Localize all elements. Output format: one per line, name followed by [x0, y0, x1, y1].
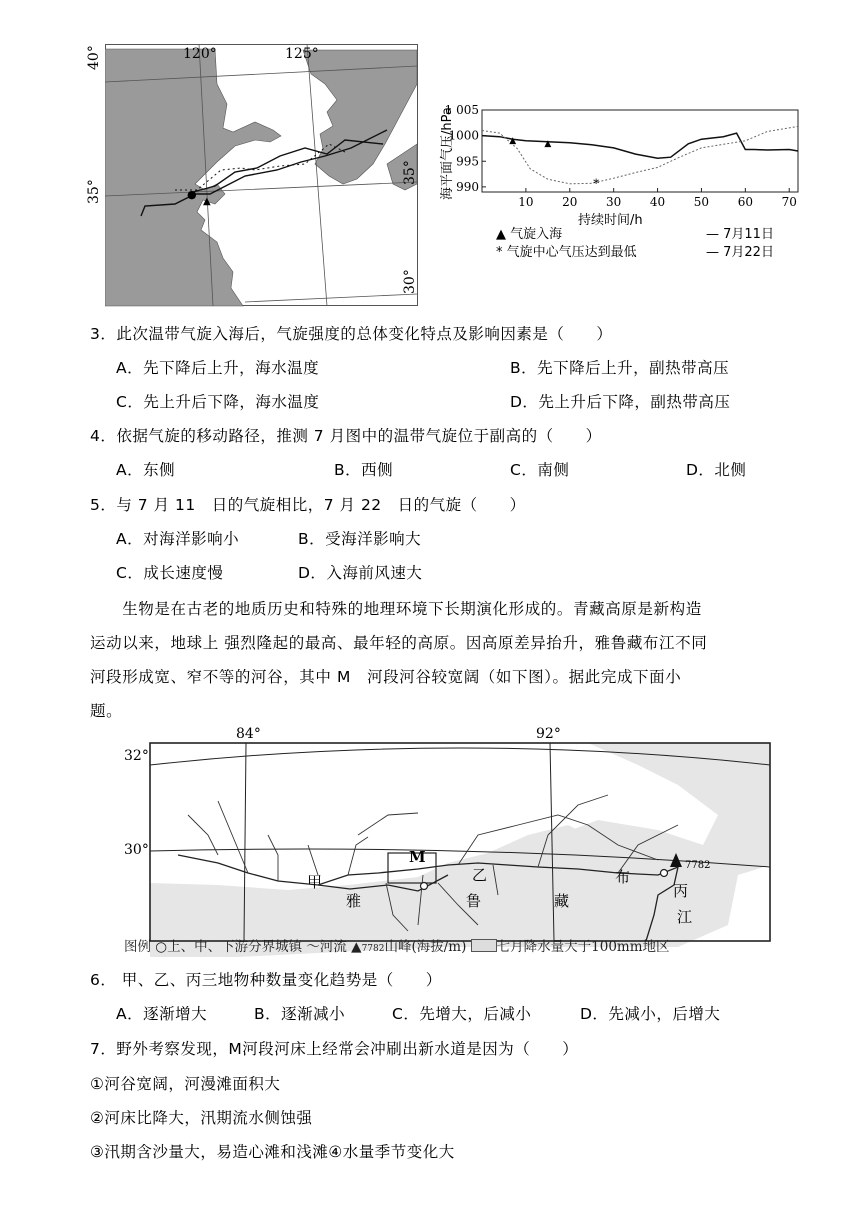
y-tick-label: 990: [456, 179, 479, 194]
place-label-bing: 丙: [673, 882, 689, 900]
enter-sea-marker: ▲: [509, 136, 517, 147]
lat-label-35-left: 35°: [86, 179, 102, 204]
q3-option-b: B．先下降后上升，副热带高压: [510, 359, 730, 377]
q4-option-a: A．东侧: [116, 461, 176, 479]
place-label-jia: 甲: [307, 873, 323, 891]
q4-stem: 4．依据气旋的移动路径，推测 7 月图中的温带气旋位于副高的（ ）: [90, 427, 602, 445]
river-char-jiang: 江: [677, 908, 693, 926]
y-axis-label: 海平面气压/hPa: [440, 107, 455, 200]
passage-line: 运动以来，地球上 强烈隆起的最高、最年轻的高原。因高原差异抬升，雅鲁藏布江不同: [90, 634, 708, 652]
q5-option-d: D．入海前风速大: [298, 564, 423, 582]
track-start-triangle: ▲: [203, 196, 211, 207]
legend-peak-num: 7782: [361, 944, 385, 954]
legend-jul22: 7月22日: [723, 245, 774, 260]
q4-option-b: B．西侧: [334, 461, 394, 479]
lon-label-120: 120°: [183, 46, 217, 62]
x-tick-label: 70: [781, 195, 797, 209]
chart-series-legend: [706, 226, 774, 262]
x-tick-label: 40: [649, 195, 666, 209]
q6-option-d: D．先减小，后增大: [580, 1005, 721, 1023]
legend-jul11-line: —: [706, 227, 719, 242]
min-pressure-marker: *: [593, 176, 600, 191]
q3-option-d: D．先上升后下降，副热带高压: [510, 393, 731, 411]
legend-min-pressure: 气旋中心气压达到最低: [506, 245, 637, 260]
passage: [90, 592, 790, 728]
lon-label-84: 84°: [236, 726, 261, 742]
x-tick-label: 50: [693, 195, 710, 209]
q4-option-c: C．南侧: [510, 461, 570, 479]
lat-label-30: 30°: [124, 842, 149, 858]
cyclone-track-map: [105, 44, 425, 308]
river-char-ya: 雅: [346, 892, 362, 910]
q6-option-c: C．先增大，后减小: [392, 1005, 532, 1023]
q6-option-a: A．逐渐增大: [116, 1005, 208, 1023]
x-tick-label: 60: [737, 195, 753, 209]
river-char-bu: 布: [615, 868, 631, 886]
legend-star-symbol: *: [496, 245, 503, 260]
x-tick-label: 30: [606, 195, 622, 209]
passage-line: 题。: [90, 702, 123, 720]
q5-option-b: B．受海洋影响大: [298, 530, 422, 548]
passage-line: 河段形成宽、窄不等的河谷，其中 M 河段河谷较宽阔（如下图）。据此完成下面小: [90, 668, 682, 686]
q3-option-a: A．先下降后上升，海水温度: [116, 359, 320, 377]
legend-jul11: 7月11日: [723, 227, 774, 242]
q5-option-c: C．成长速度慢: [116, 564, 224, 582]
series-line-jul11: [482, 133, 798, 158]
lat-label-30: 30°: [402, 269, 418, 294]
legend-jul22-line: —: [706, 245, 719, 260]
legend-prefix: 图例: [124, 939, 151, 955]
town-marker-lower: [661, 870, 668, 877]
y-tick-label: 1 005: [444, 103, 479, 117]
legend-river: 河流: [319, 939, 347, 955]
track-start-marker: ●: [187, 188, 197, 201]
enter-sea-marker: ▲: [544, 138, 552, 149]
lon-label-125: 125°: [285, 46, 319, 62]
legend-town: 上、中、下游分界城镇: [167, 939, 303, 955]
legend-cyclone-enter-sea: 气旋入海: [510, 227, 563, 242]
q4-option-d: D．北侧: [686, 461, 747, 479]
y-tick-label: 1000: [448, 128, 479, 143]
q7-item-2: ②河床比降大，汛期流水侧蚀强: [90, 1109, 313, 1127]
peak-icon: ▲: [351, 939, 362, 955]
x-tick-label: 20: [562, 195, 578, 209]
q6-option-b: B．逐渐减小: [254, 1005, 346, 1023]
x-tick-label: 10: [518, 195, 534, 209]
legend-peak: 山峰(海拔/m): [384, 939, 467, 955]
passage-line: 生物是在古老的地质历史和特殊的地理环境下长期演化形成的。青藏高原是新构造: [90, 600, 702, 618]
place-label-yi: 乙: [472, 866, 488, 884]
town-marker-middle: [421, 883, 428, 890]
lat-label-35-right: 35°: [402, 160, 418, 185]
plot-frame: [482, 110, 798, 192]
q3-stem: 3．此次温带气旋入海后，气旋强度的总体变化特点及影响因素是（ ）: [90, 325, 613, 343]
lat-label-32: 32°: [124, 748, 149, 764]
lon-label-92: 92°: [536, 726, 561, 742]
town-icon: ○: [155, 939, 168, 955]
q3-option-c: C．先上升后下降，海水温度: [116, 393, 320, 411]
q5-stem: 5．与 7 月 11 日的气旋相比，7 月 22 日的气旋（ ）: [90, 496, 526, 514]
q6-stem: 6． 甲、乙、丙三地物种数量变化趋势是（ ）: [90, 971, 442, 989]
map2-legend: [124, 935, 670, 955]
peak-elevation: 7782: [685, 860, 711, 871]
q7-stem: 7．野外考察发现，M河段河床上经常会冲刷出新水道是因为（ ）: [90, 1040, 579, 1058]
river-char-lu: 鲁: [466, 892, 482, 910]
rain-area-icon: [471, 939, 497, 952]
river-icon: 〜: [306, 939, 320, 955]
x-axis-label: 持续时间/h: [578, 213, 643, 228]
river-char-zang: 藏: [554, 892, 570, 910]
place-label-m: M: [409, 848, 426, 866]
q5-option-a: A．对海洋影响小: [116, 530, 240, 548]
lat-label-40: 40°: [86, 45, 102, 70]
legend-triangle-symbol: ▲: [496, 227, 506, 242]
q7-item-3: ③汛期含沙量大，易造心滩和浅滩④水量季节变化大: [90, 1143, 455, 1161]
y-tick-label: 995: [456, 154, 479, 169]
q7-item-1: ①河谷宽阔，河漫滩面积大: [90, 1075, 281, 1093]
legend-rain: 七月降水量大于100mm地区: [496, 939, 670, 955]
chart-legend: [496, 226, 637, 262]
